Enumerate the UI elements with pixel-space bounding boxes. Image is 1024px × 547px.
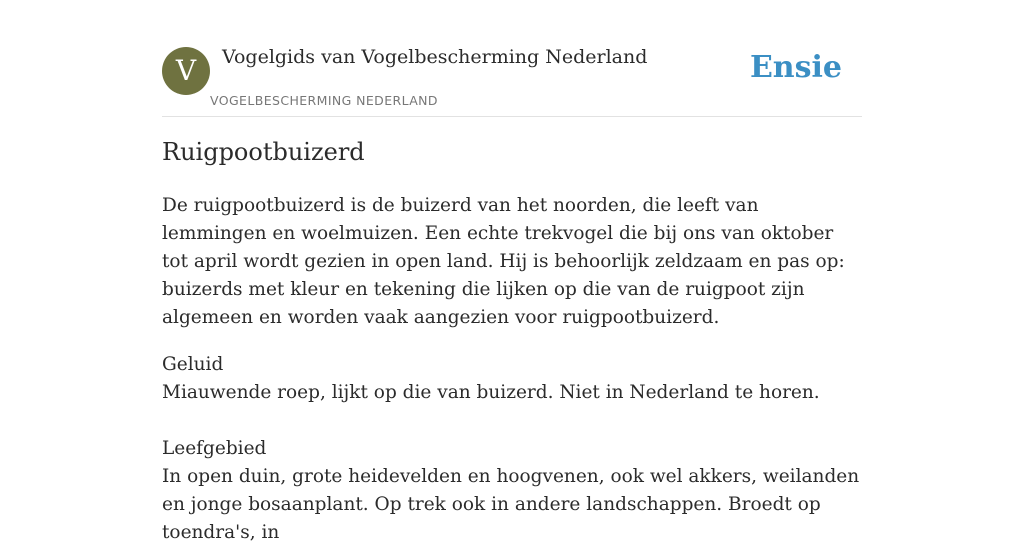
header [162, 0, 862, 117]
section-text-geluid: Miauwende roep, lijkt op die van buizerd. Niet in Nederland te horen. [162, 382, 820, 403]
section-leefgebied [162, 435, 862, 547]
section-text-leefgebied: In open duin, grote heidevelden en hoogvenen, ook wel akkers, weilanden en jonge bosaanplant. Op trek ook in andere landschappen. Broedt op toendra's, in [162, 466, 860, 543]
ensie-logo-link[interactable]: Ensie [749, 50, 842, 85]
intro-paragraph: De ruigpootbuizerd is de buizerd van het noorden, die leeft van lemmingen en woelmuizen. Een echte trekvogel die bij ons van oktober tot april wordt gezien in open land. Hij is behoorlijk zeldzaam en pas op: buizerds met kleur en tekening die lijken op die van de ruigpoot zijn algemeen en worden vaak aangezien voor ruigpootbuizerd. [162, 195, 845, 328]
site-title[interactable]: Vogelgids van Vogelbescherming Nederland [222, 46, 648, 68]
publisher-label: VOGELBESCHERMING NEDERLAND [210, 93, 438, 108]
section-heading-geluid: Geluid [162, 354, 224, 375]
section-heading-leefgebied: Leefgebied [162, 438, 267, 459]
page [162, 0, 862, 543]
section-geluid [162, 351, 862, 407]
page-title: Ruigpootbuizerd [162, 138, 365, 166]
avatar[interactable]: V [162, 47, 210, 95]
